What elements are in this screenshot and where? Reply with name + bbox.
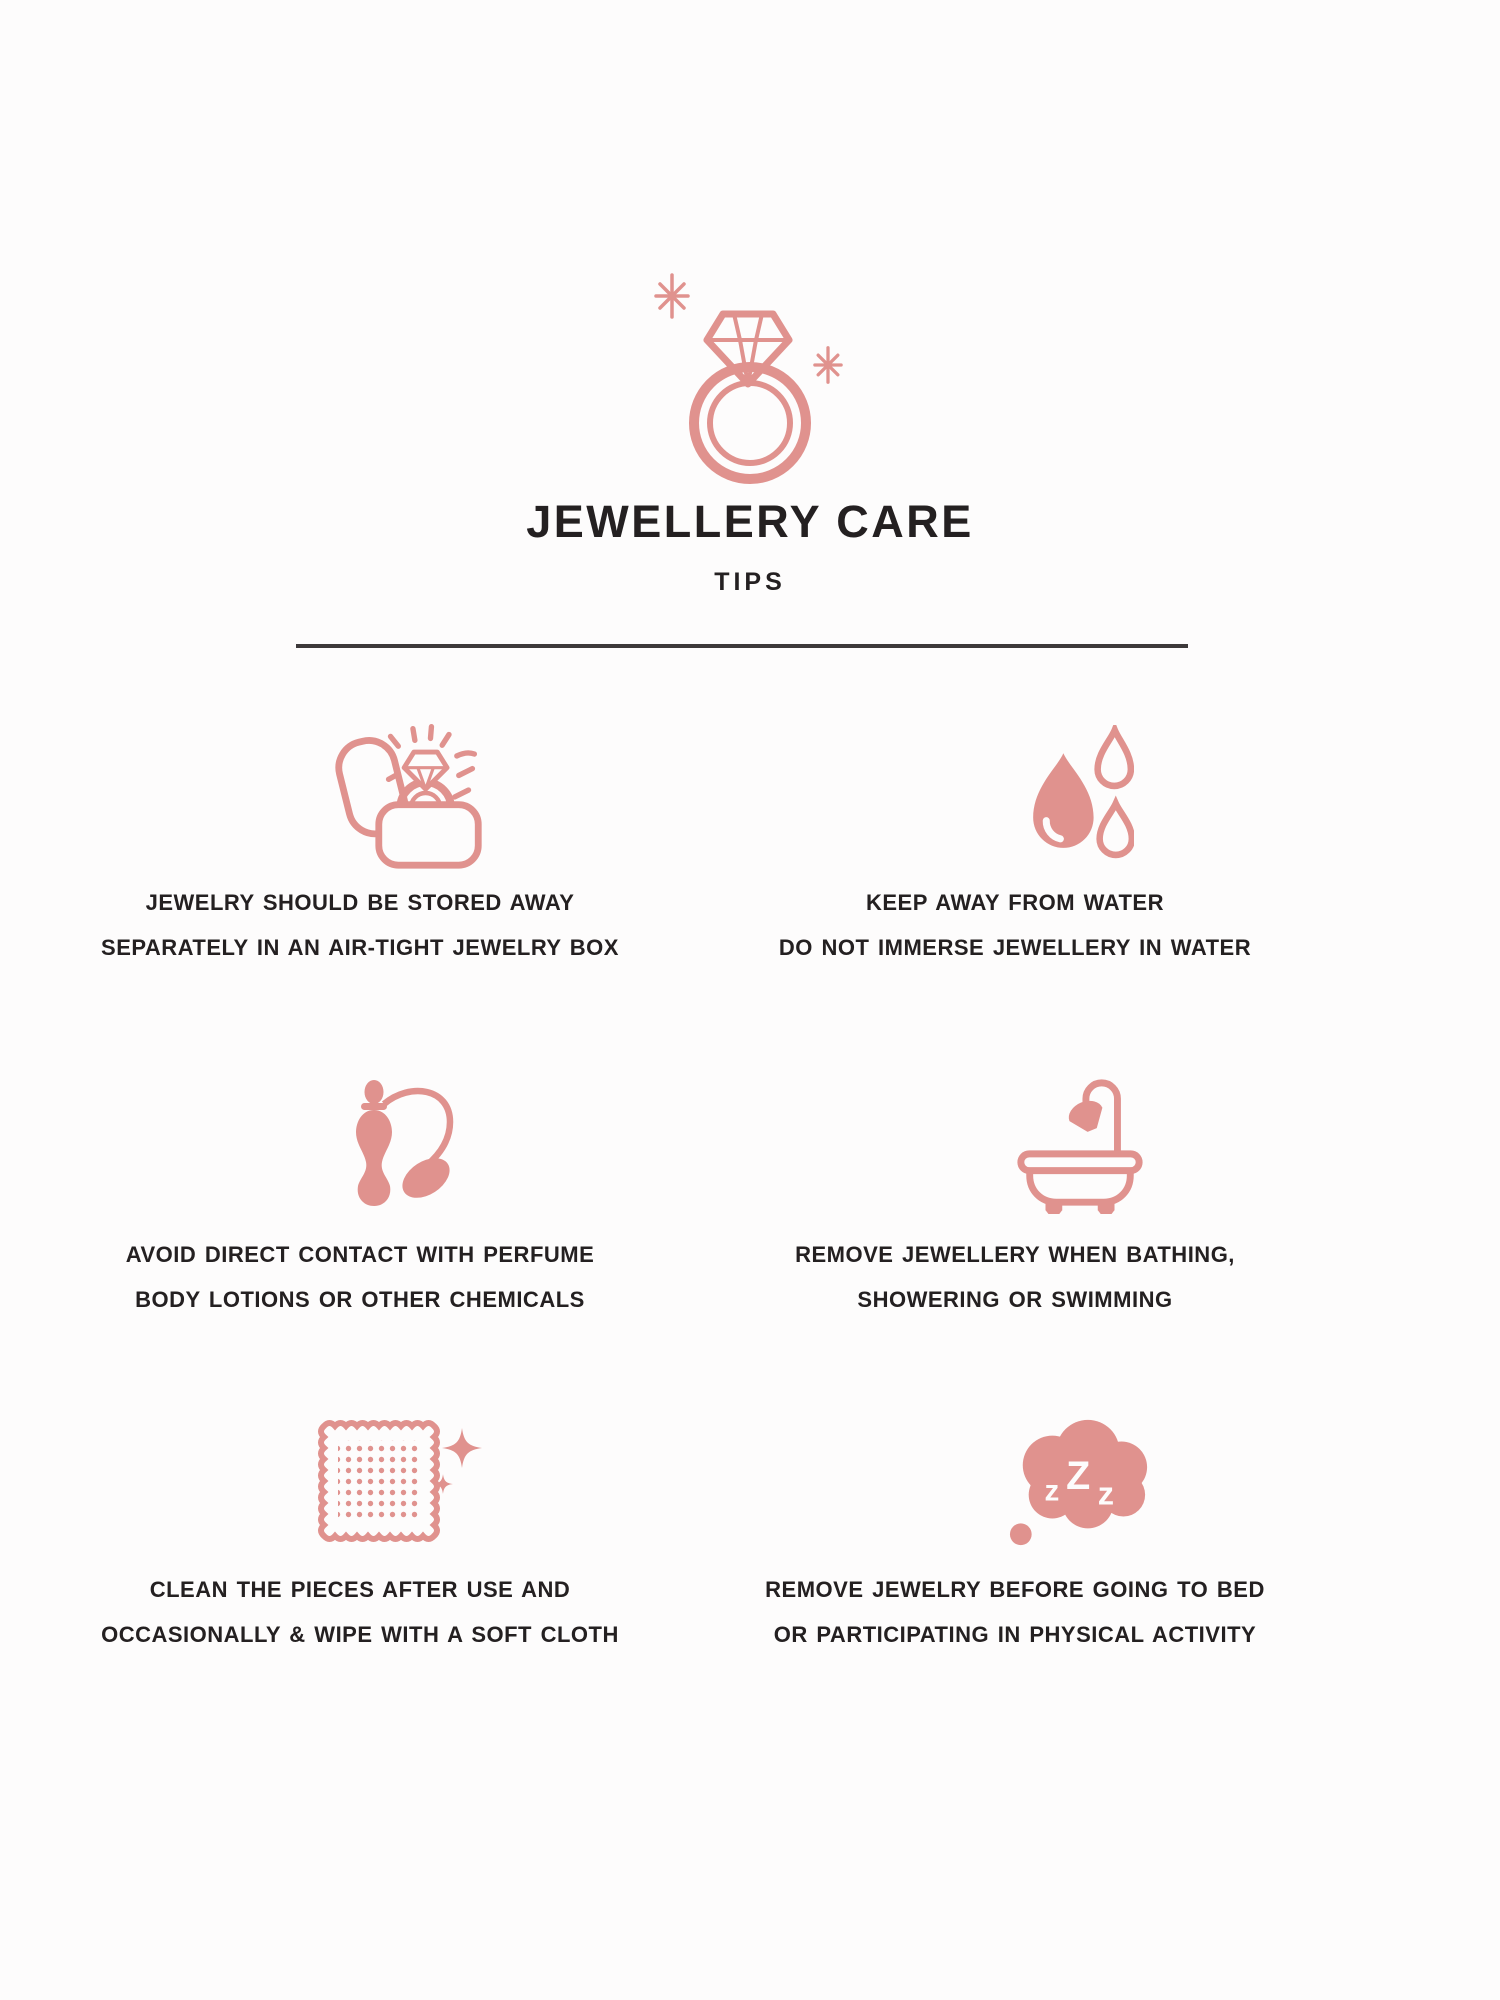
page-subtitle: TIPS — [714, 568, 786, 596]
tip-text — [60, 880, 660, 970]
sparkle-icon — [442, 1428, 482, 1468]
divider-line — [296, 644, 1188, 648]
tip-text — [60, 1567, 660, 1657]
tip-storage — [60, 708, 660, 970]
tip-line: JEWELRY SHOULD BE STORED AWAY — [145, 890, 575, 915]
perfume-bottle-icon — [340, 1079, 480, 1211]
tip-line: REMOVE JEWELLERY WHEN BATHING, — [795, 1242, 1235, 1267]
polishing-cloth-icon — [310, 1410, 510, 1550]
tip-line: SEPARATELY IN AN AIR-TIGHT JEWELRY BOX — [101, 935, 619, 960]
tip-water — [715, 708, 1315, 970]
bathtub-icon — [1014, 1075, 1146, 1215]
tip-line: DO NOT IMMERSE JEWELLERY IN WATER — [778, 935, 1252, 960]
sparkle-icon — [656, 275, 688, 317]
tip-perfume — [60, 1060, 660, 1322]
tip-line: KEEP AWAY FROM WATER — [866, 890, 1164, 915]
water-drops-icon — [1026, 725, 1134, 861]
tip-line: SHOWERING OR SWIMMING — [857, 1287, 1173, 1312]
svg-text:Z: Z — [1066, 1453, 1091, 1498]
tip-line: REMOVE JEWELRY BEFORE GOING TO BED — [765, 1577, 1265, 1602]
diamond-ring-icon — [650, 226, 850, 486]
tip-line: BODY LOTIONS OR OTHER CHEMICALS — [135, 1287, 585, 1312]
tip-cleaning — [60, 1395, 660, 1657]
tip-line: OCCASIONALLY & WIPE WITH A SOFT CLOTH — [101, 1622, 619, 1647]
svg-text:z: z — [1044, 1474, 1060, 1508]
tip-text — [715, 1567, 1315, 1657]
svg-text:z: z — [1097, 1475, 1115, 1512]
page-title: JEWELLERY CARE — [526, 496, 974, 547]
sleep-cloud-icon — [1001, 1406, 1159, 1554]
tip-sleep — [715, 1395, 1315, 1657]
ring-box-icon — [332, 715, 488, 871]
tip-text — [715, 880, 1315, 970]
tip-line: CLEAN THE PIECES AFTER USE AND — [149, 1577, 571, 1602]
tip-text — [715, 1232, 1315, 1322]
tip-line: AVOID DIRECT CONTACT WITH PERFUME — [125, 1242, 595, 1267]
tip-text — [60, 1232, 660, 1322]
tip-bathing — [715, 1060, 1315, 1322]
tip-line: OR PARTICIPATING IN PHYSICAL ACTIVITY — [773, 1622, 1257, 1647]
sparkle-icon — [815, 348, 841, 382]
